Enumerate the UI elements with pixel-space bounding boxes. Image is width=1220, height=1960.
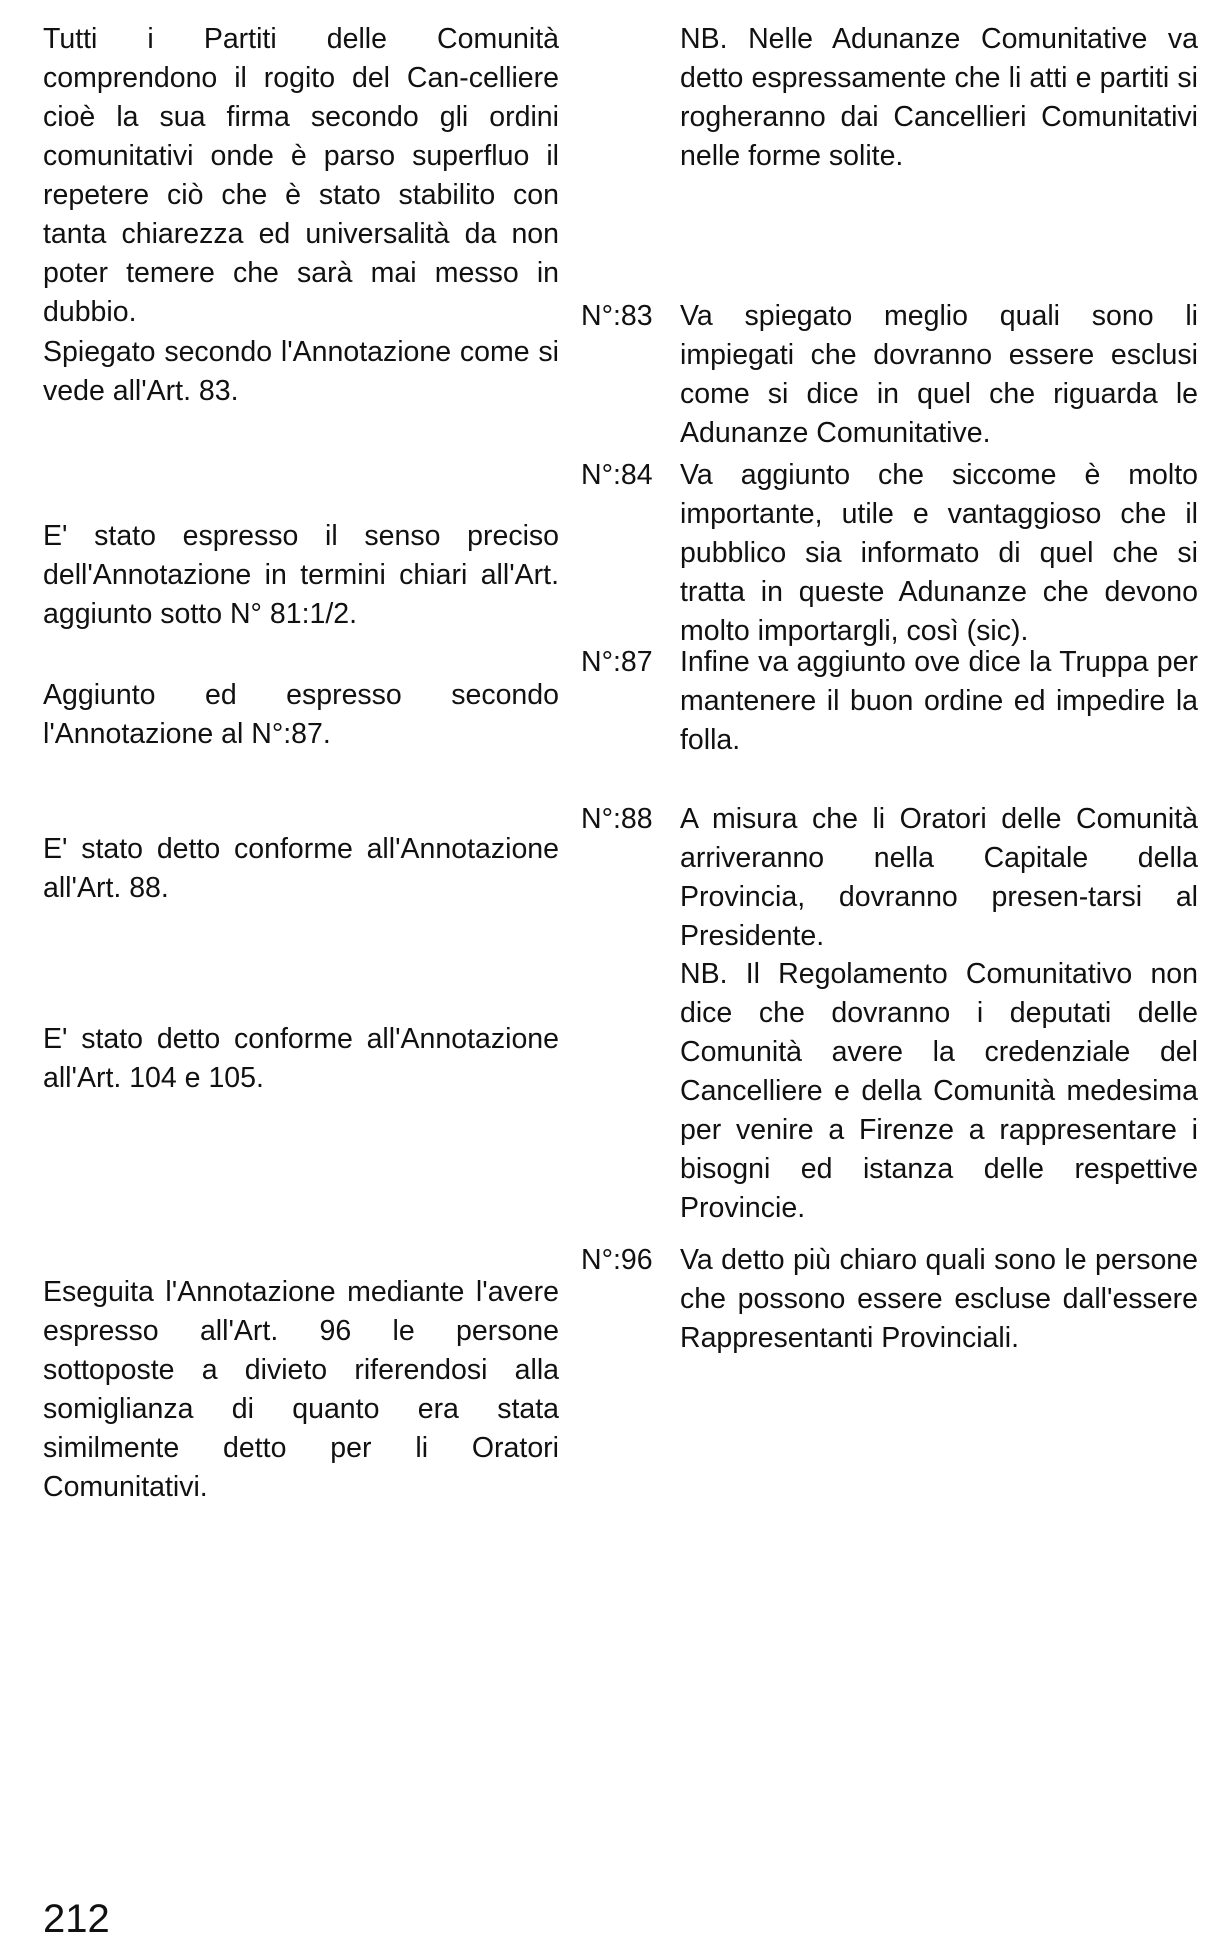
page-number: 212 (43, 1897, 110, 1941)
annotation-art-87: Aggiunto ed espresso secondo l'Annotazione al N°:87. (43, 679, 559, 750)
text-art-87: Infine va aggiunto ove dice la Truppa per mantenere il buon ordine ed impedire la folla. (680, 646, 1198, 756)
article-number-83: N°:83 (581, 300, 653, 332)
nb-regolamento: NB. Il Regolamento Comunitativo non dice che dovranno i deputati delle Comunità avere la credenziale del Cancelliere e della Comunità medesima per venire a Firenze a rappresentare i bisogni ed istanza delle respettive Provincie. (680, 958, 1198, 1224)
annotation-partiti: Tutti i Partiti delle Comunità comprendono il rogito del Can-celliere cioè la sua firma secondo gli ordini comunitativi onde è parso superfluo il repetere ciò che è stato stabilito con tanta chiarezza ed universalità da non poter temere che sarà mai messo in dubbio. (43, 23, 559, 328)
text-art-84: Va aggiunto che siccome è molto importante, utile e vantaggioso che il pubblico sia informato di quel che si tratta in queste Adunanze che devono molto importargli, così (sic). (680, 459, 1198, 647)
annotation-art-104-105: E' stato detto conforme all'Annotazione all'Art. 104 e 105. (43, 1023, 559, 1094)
text-art-96: Va detto più chiaro quali sono le persone che possono essere escluse dall'essere Rappresentanti Provinciali. (680, 1244, 1198, 1354)
annotation-art-83: Spiegato secondo l'Annotazione come si vede all'Art. 83. (43, 336, 559, 407)
text-art-88: A misura che li Oratori delle Comunità arriveranno nella Capitale della Provincia, dovranno presen-tarsi al Presidente. (680, 803, 1198, 952)
annotation-art-84: E' stato espresso il senso preciso dell'Annotazione in termini chiari all'Art. aggiunto sotto N° 81:1/2. (43, 520, 559, 630)
article-number-84: N°:84 (581, 459, 653, 491)
nb-adunanze: NB. Nelle Adunanze Comunitative va detto espressamente che li atti e partiti si rogheranno dai Cancellieri Comunitativi nelle forme solite. (680, 23, 1198, 172)
text-art-83: Va spiegato meglio quali sono li impiegati che dovranno essere esclusi come si dice in quel che riguarda le Adunanze Comunitative. (680, 300, 1198, 449)
article-number-88: N°:88 (581, 803, 653, 835)
annotation-art-96: Eseguita l'Annotazione mediante l'avere espresso all'Art. 96 le persone sottoposte a divieto riferendosi alla somiglianza di quanto era stata similmente detto per li Oratori Comunitativi. (43, 1276, 559, 1503)
annotation-art-88: E' stato detto conforme all'Annotazione all'Art. 88. (43, 833, 559, 904)
article-number-87: N°:87 (581, 646, 653, 678)
article-number-96: N°:96 (581, 1244, 653, 1276)
